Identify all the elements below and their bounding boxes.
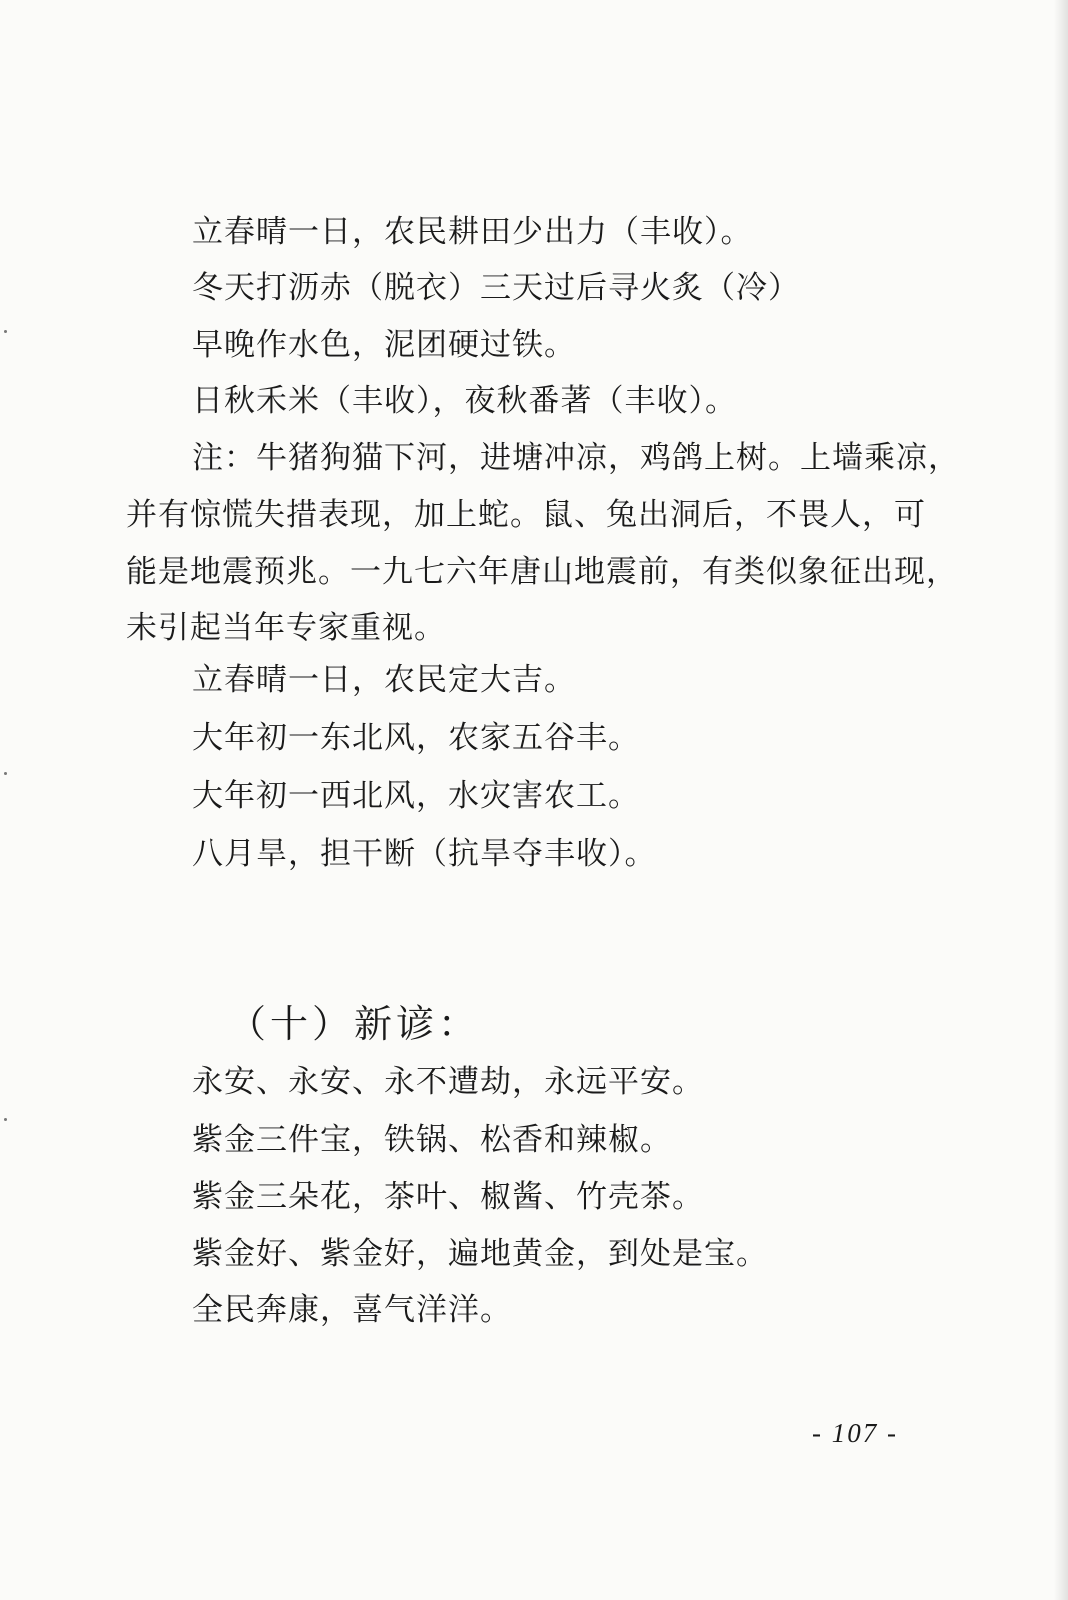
body-line: 大年初一西北风，水灾害农工。 bbox=[192, 778, 640, 814]
page-number: - 107 - bbox=[812, 1418, 898, 1448]
body-line: 立春晴一日，农民耕田少出力（丰收）。 bbox=[192, 214, 753, 250]
proverb-line: 紫金三朵花，茶叶、椒酱、竹壳茶。 bbox=[192, 1179, 704, 1215]
body-line: 冬天打沥赤（脱衣）三天过后寻火炙（冷） bbox=[192, 270, 800, 306]
body-line: 大年初一东北风，农家五谷丰。 bbox=[192, 720, 640, 756]
proverb-line: 永安、永安、永不遭劫，永远平安。 bbox=[192, 1064, 704, 1100]
note-line: 并有惊慌失措表现，加上蛇。鼠、兔出洞后，不畏人，可 bbox=[126, 497, 926, 533]
scan-speck bbox=[4, 330, 7, 333]
proverb-line: 紫金好、紫金好，遍地黄金，到处是宝。 bbox=[192, 1236, 768, 1272]
body-line: 日秋禾米（丰收），夜秋番著（丰收）。 bbox=[192, 383, 737, 419]
note-line: 能是地震预兆。一九七六年唐山地震前，有类似象征出现， bbox=[126, 554, 958, 590]
body-line: 立春晴一日，农民定大吉。 bbox=[192, 662, 576, 698]
note-line: 注：牛猪狗猫下河，进塘冲凉，鸡鸽上树。上墙乘凉， bbox=[192, 440, 960, 476]
body-line: 八月旱，担干断（抗旱夺丰收）。 bbox=[192, 836, 657, 872]
proverb-line: 全民奔康，喜气洋洋。 bbox=[192, 1292, 512, 1328]
page-edge-shadow bbox=[1054, 0, 1068, 1600]
proverb-line: 紫金三件宝，铁锅、松香和辣椒。 bbox=[192, 1122, 672, 1158]
section-heading: （十）新谚： bbox=[228, 1002, 481, 1046]
scan-speck bbox=[4, 1118, 7, 1121]
note-line: 未引起当年专家重视。 bbox=[126, 610, 446, 646]
body-line: 早晚作水色，泥团硬过铁。 bbox=[192, 327, 576, 363]
scan-speck bbox=[4, 772, 7, 775]
